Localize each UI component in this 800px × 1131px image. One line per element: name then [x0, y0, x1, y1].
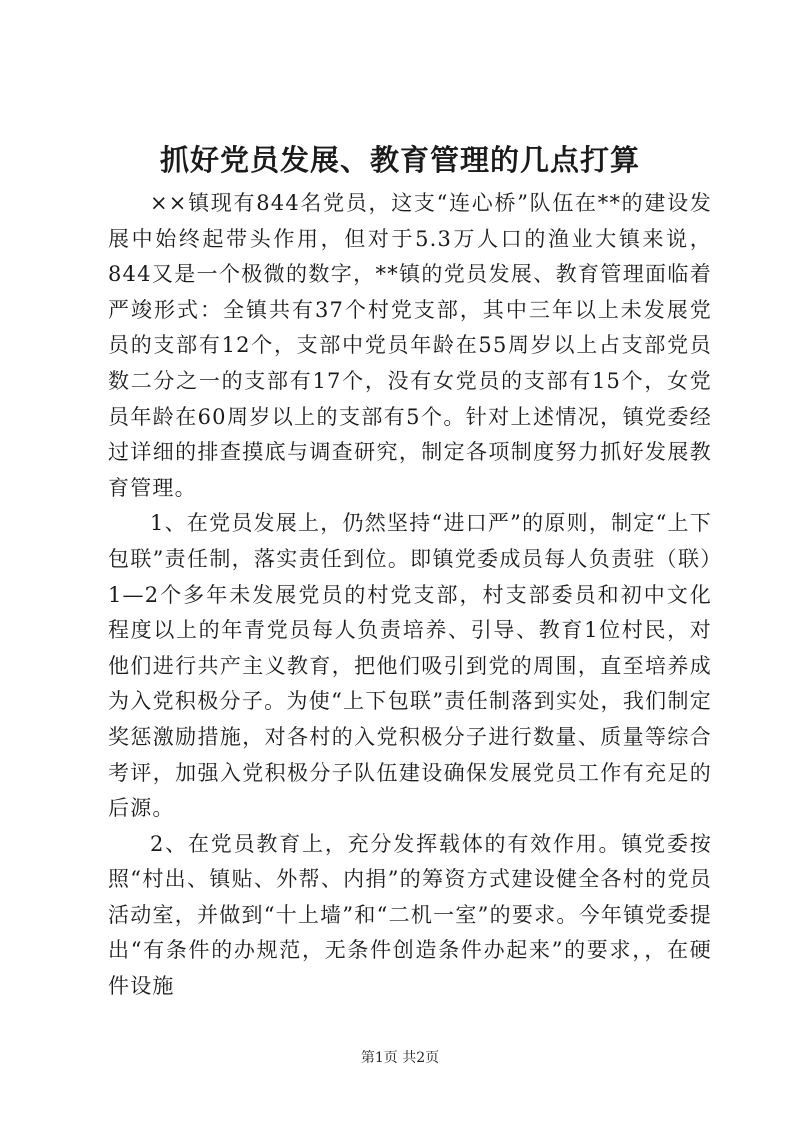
document-title: 抓好党员发展、教育管理的几点打算 — [159, 143, 640, 177]
paragraph-party-education: 2、在党员教育上，充分发挥载体的有效作用。镇党委按照“村出、镇贴、外帮、内捐”的筹资方式建设健全各村的党员活动室，并做到“十上墙”和“二机一室”的要求。今年镇党委提出“有条件的办规范，无条件创造条件办起来”的要求，，在硬件设施 — [108, 831, 712, 999]
page-footer: 第1页 共2页 — [360, 1050, 440, 1066]
document-body — [108, 186, 712, 1005]
paragraph-party-development: 1、在党员发展上，仍然坚持“进口严”的原则，制定“上下包联”责任制，落实责任到位。即镇党委成员每人负责驻（联）1—2个多年未发展党员的村党支部，村支部委员和初中文化程度以上的年青党员每人负责培养、引导、教育1位村民，对他们进行共产主义教育，把他们吸引到党的周围，直至培养成为入党积极分子。为使“上下包联”责任制落到实处，我们制定奖惩激励措施，对各村的入党积极分子进行数量、质量等综合考评，加强入党积极分子队伍建设确保发展党员工作有充足的后源。 — [108, 511, 712, 821]
paragraph-intro: ××镇现有844名党员，这支“连心桥”队伍在**的建设发展中始终起带头作用，但对于5.3万人口的渔业大镇来说，844又是一个极微的数字，**镇的党员发展、教育管理面临着严竣形式：全镇共有37个村党支部，其中三年以上未发展党员的支部有12个，支部中党员年龄在55周岁以上占支部党员数二分之一的支部有17个，没有女党员的支部有15个，女党员年龄在60周岁以上的支部有5个。针对上述情况，镇党委经过详细的排查摸底与调查研究，制定各项制度努力抓好发展教育管理。 — [108, 191, 712, 500]
